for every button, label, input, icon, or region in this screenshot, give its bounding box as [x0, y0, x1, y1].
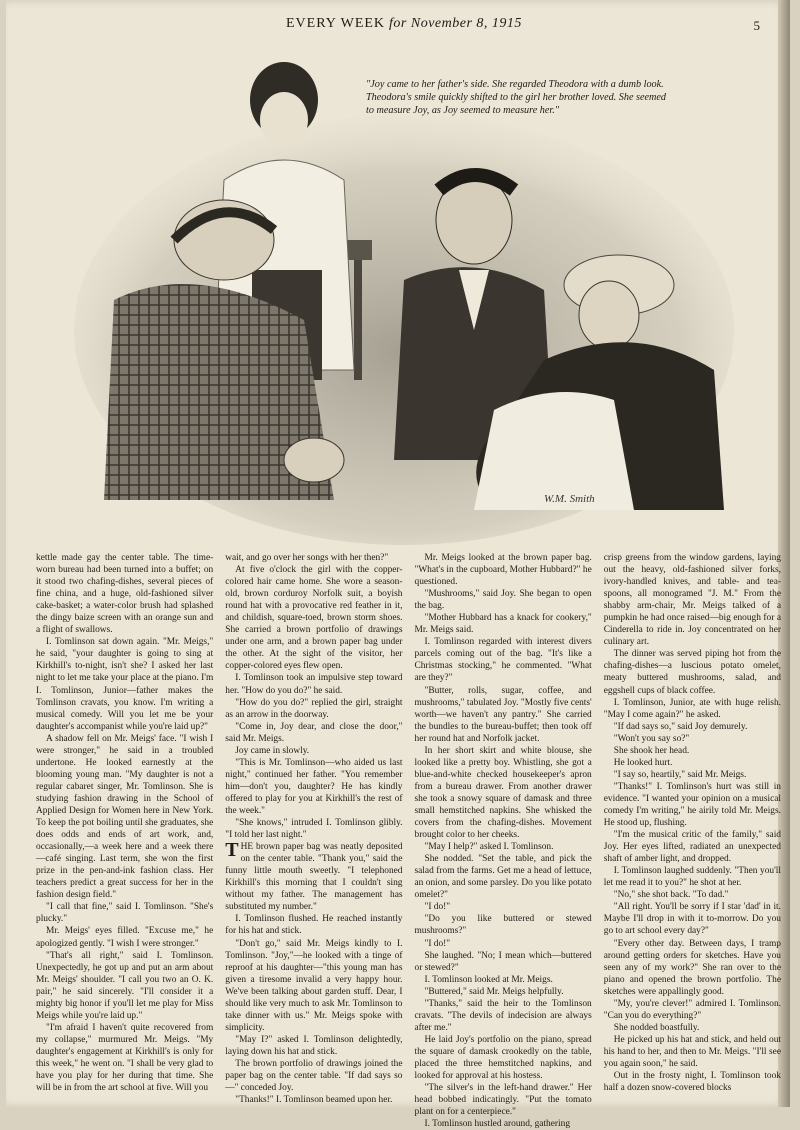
paragraph: "May I help?" asked I. Tomlinson. — [424, 842, 554, 853]
paragraph: I. Tomlinson took an impulsive step toward her. "How do you do?" he said. — [225, 673, 403, 696]
svg-text:W.M. Smith: W.M. Smith — [544, 493, 595, 505]
paragraph: At five o'clock the girl with the copper-colored hair came home. She wore a season-old, brown corduroy Norfolk suit, a boyish round hat with a provocative red feather in it, and childish, square-toed, brown storm shoes. She carried a brown portfolio of drawings under one arm, and a brown paper bag under the other. At the sight of the visitor, her copper-colored eyes flew open. — [225, 565, 403, 672]
paragraph: "This is Mr. Tomlinson—who aided us last night," continued her father. "You remember him—don't you, daughter? He has kindly offered to play for you at Kirkhill's the rest of the week." — [225, 757, 403, 816]
magazine-title: EVERY WEEK — [286, 16, 386, 31]
article-columns — [36, 552, 781, 1130]
paragraph: "Thanks," said the heir to the Tomlinson cravats. "The devils of indecision are always after me." — [414, 998, 592, 1033]
paragraph: "My, you're clever!" admired I. Tomlinson. "Can you do everything?" — [603, 998, 781, 1021]
text-column-4 — [604, 552, 781, 1097]
paragraph: "Thanks!" I. Tomlinson's hurt was still in evidence. "I wanted your opinion on a musical comedy I'm writing," he airily told Mr. Meigs. He stood up, flushing. — [603, 781, 781, 829]
paragraph: In her short skirt and white blouse, she looked like a pretty boy. Whistling, she got a blue-and-white checked housekeeper's apron from a bureau drawer. From another drawer she took a snowy square of damask and three small hemstitched napkins. She whisked the covers from the chafing-dishes. Movement brought color to her cheeks. — [414, 745, 592, 841]
paragraph: "How do you do?" replied the girl, straight as an arrow in the doorway. — [225, 697, 403, 720]
paragraph: "I call that fine," said I. Tomlinson. "She's plucky." — [36, 902, 214, 925]
paragraph: "I'm the musical critic of the family," said Joy. Her eyes lifted, radiated an unexpected shaft of amber light, and dropped. — [603, 830, 781, 865]
paragraph: crisp greens from the window gardens, laying out the heavy, old-fashioned silver forks, ivory-handled knives, and table- and tea-spoons, all monogramed "J. M." From the shabby arm-chair, Mr. Meigs talked of a pumpkin he had once raised—big enough for a Cinderella to ride in. Joy concentrated on her culinary art. — [603, 553, 781, 648]
paragraph: "I say so, heartily," said Mr. Meigs. — [613, 769, 747, 780]
paragraph: "Thanks!" I. Tomlinson beamed upon her. — [235, 1095, 393, 1106]
paragraph: He laid Joy's portfolio on the piano, spread the square of damask crookedly on the table, placed the three hemstitched napkins, and looked for approval at his hostess. — [414, 1034, 592, 1082]
paragraph: "Don't go," said Mr. Meigs kindly to I. Tomlinson. "Joy,"—he looked with a tinge of reproof at his daughter—"this young man has given a tiresome invalid a very happy hour. We've been talking about garden stuff. Dear, I should like very much to ask Mr. Tomlinson to take dinner with us." Mr. Meigs spoke with simplicity. — [225, 938, 403, 1033]
paragraph: The dinner was served piping hot from the chafing-dishes—a luscious potato omelet, meaty buttered mushrooms, salad, and eggshell cups of black coffee. — [603, 649, 781, 696]
paragraph: "If dad says so," said Joy demurely. — [613, 721, 748, 732]
paragraph: He picked up his hat and stick, and held out his hand to her, and then to Mr. Meigs. "I'll see you again soon," he said. — [603, 1034, 781, 1069]
paragraph: Mr. Meigs looked at the brown paper bag. "What's in the cupboard, Mother Hubbard?" he questioned. — [414, 553, 592, 588]
paragraph: She nodded. "Set the table, and pick the salad from the farms. Get me a head of lettuce, an onion, and some parsley. Do you like potato omelet?" — [414, 854, 592, 901]
paragraph: "Butter, rolls, sugar, coffee, and mushrooms," tabulated Joy. "Mostly five cents' worth—we haven't any pantry." She carried the bundles to the bureau-buffet; then took off her round hat and Norfolk jacket. — [414, 685, 592, 744]
illustration-caption: "Joy came to her father's side. She regarded Theodora with a dumb look. Theodora's smile quickly shifted to the girl her brother loved. She seemed to measure Joy, as Joy seemed to measure her." — [366, 79, 667, 116]
text-column-3 — [414, 552, 592, 1130]
paragraph: "That's all right," said I. Tomlinson. Unexpectedly, he got up and put an arm about Mr. Meigs' shoulder. "I call you two an O. K. pair," he said sincerely. "I'll consider it a mighty big honor if you'll let me play for Miss Meigs while you're laid up." — [36, 950, 214, 1021]
paragraph: "Mother Hubbard has a knack for cookery," Mr. Meigs said. — [414, 613, 592, 636]
paragraph: Out in the frosty night, I. Tomlinson took half a dozen snow-covered blocks — [603, 1071, 781, 1094]
paragraph: wait, and go over her songs with her then?" — [225, 553, 389, 563]
paragraph: I. Tomlinson laughed suddenly. "Then you'll let me read it to you?" he shot at her. — [603, 866, 781, 889]
paragraph: I. Tomlinson sat down again. "Mr. Meigs," he said, "your daughter is going to sing at Kirkhill's to-night, isn't she? I asked her last night to let me take your place at the piano. I'm I. Tomlinson, Junior—father makes the Tomlinson cravats, you know. I'm writing a musical comedy. Will you let me be your daughter's accompanist while you're laid up?" — [36, 637, 214, 732]
magazine-page — [6, 0, 790, 1130]
paragraph: She laughed. "No; I mean which—buttered or stewed?" — [414, 950, 592, 973]
page-number: 5 — [753, 18, 760, 33]
paragraph: I. Tomlinson hustled around, gathering — [424, 1119, 571, 1130]
paragraph: I. Tomlinson looked at Mr. Meigs. — [424, 974, 553, 985]
paragraph: "No," she shot back. "To dad." — [613, 890, 729, 901]
paragraph: The brown portfolio of drawings joined the paper bag on the center table. "If dad says so—" conceded Joy. — [225, 1058, 403, 1094]
text-column-1 — [36, 552, 213, 1097]
paragraph: "Every other day. Between days, I tramp around getting orders for sketches. Have you seen any of my work?" She ran over to the piano and opened the brown portfolio. The sketches were appallingly good. — [603, 938, 781, 997]
paragraph: Joy came in slowly. — [235, 745, 310, 756]
paragraph: "I'm afraid I haven't quite recovered from my collapse," murmured Mr. Meigs. "My daughter's engagement at Kirkhill's is only for this week," he went on. "I shall be very glad to have you play for her during that time. She will be in from the art school at five. Will you — [36, 1022, 214, 1094]
paragraph: "Mushrooms," said Joy. She began to open the bag. — [414, 589, 592, 612]
issue-date: for November 8, 1915 — [389, 16, 522, 31]
paragraph: "Won't you say so?" — [613, 733, 690, 744]
paragraph: "The silver's in the left-hand drawer." Her head bobbed indicatingly. "Put the tomato plant on for a centerpiece." — [414, 1083, 592, 1118]
paragraph: I. Tomlinson flushed. He reached instantly for his hat and stick. — [225, 914, 403, 937]
paragraph: kettle made gay the center table. The time-worn bureau had been turned into a buffet; on it stood two chafing-dishes, several pieces of fine china, and a huge, old-fashioned silver cake-basket; a water-color brush had splashed the dingy baize screen with an orange sun and a flight of swallows. — [36, 553, 214, 636]
paragraph: "May I?" asked I. Tomlinson delightedly, laying down his hat and stick. — [225, 1034, 403, 1057]
paragraph: He looked hurt. — [613, 757, 673, 768]
paragraph: She shook her head. — [613, 745, 690, 756]
running-head — [286, 16, 522, 32]
paragraph: A shadow fell on Mr. Meigs' face. "I wish I were stronger," he said in a troubled undertone. He looked earnestly at the blooming young man. "My daughter is not a regular cabaret singer, Mr. Tomlinson. She is studying fashion drawing in the School of Applied Design for Women here in New York. To keep the pot boiling until she graduates, she does odds and ends of art work, and, occasionally,—a week here and a week there—café singing. Last term, she won the first prize in the pen-and-ink fashion class. Her teachers predict a great success for her in the fashion design field." — [36, 733, 214, 901]
paragraph: "I do!" — [424, 938, 451, 949]
text-column-2 — [225, 552, 403, 1106]
paragraph: "Do you like buttered or stewed mushrooms?" — [414, 914, 592, 937]
paragraph: "She knows," intruded I. Tomlinson glibly. "I told her last night." — [225, 818, 403, 841]
paragraph: "I do!" — [424, 902, 451, 913]
paragraph: "Buttered," said Mr. Meigs helpfully. — [424, 986, 564, 997]
paragraph: She nodded boastfully. — [613, 1022, 700, 1033]
section-start-paragraph: THE brown paper bag was neatly deposited on the center table. "Thank you," said the funny little mouth sweetly. "I telephoned Kirkhill's this morning that I couldn't sing without my father. The management has substituted my number." — [225, 839, 403, 913]
paragraph: Mr. Meigs' eyes filled. "Excuse me," he apologized gently. "I wish I were stronger." — [36, 926, 214, 949]
paragraph: "All right. You'll be sorry if I star 'dad' in it. Maybe I'll drop in with it to-morrow. Do you go to art school every day?" — [603, 902, 781, 937]
paragraph: I. Tomlinson regarded with interest divers parcels coming out of the bag. "It's like a Christmas stocking," he commented. "What are they?" — [414, 637, 592, 684]
paragraph: "Come in, Joy dear, and close the door," said Mr. Meigs. — [225, 721, 403, 744]
paragraph: I. Tomlinson, Junior, ate with huge relish. "May I come again?" he asked. — [603, 697, 781, 720]
